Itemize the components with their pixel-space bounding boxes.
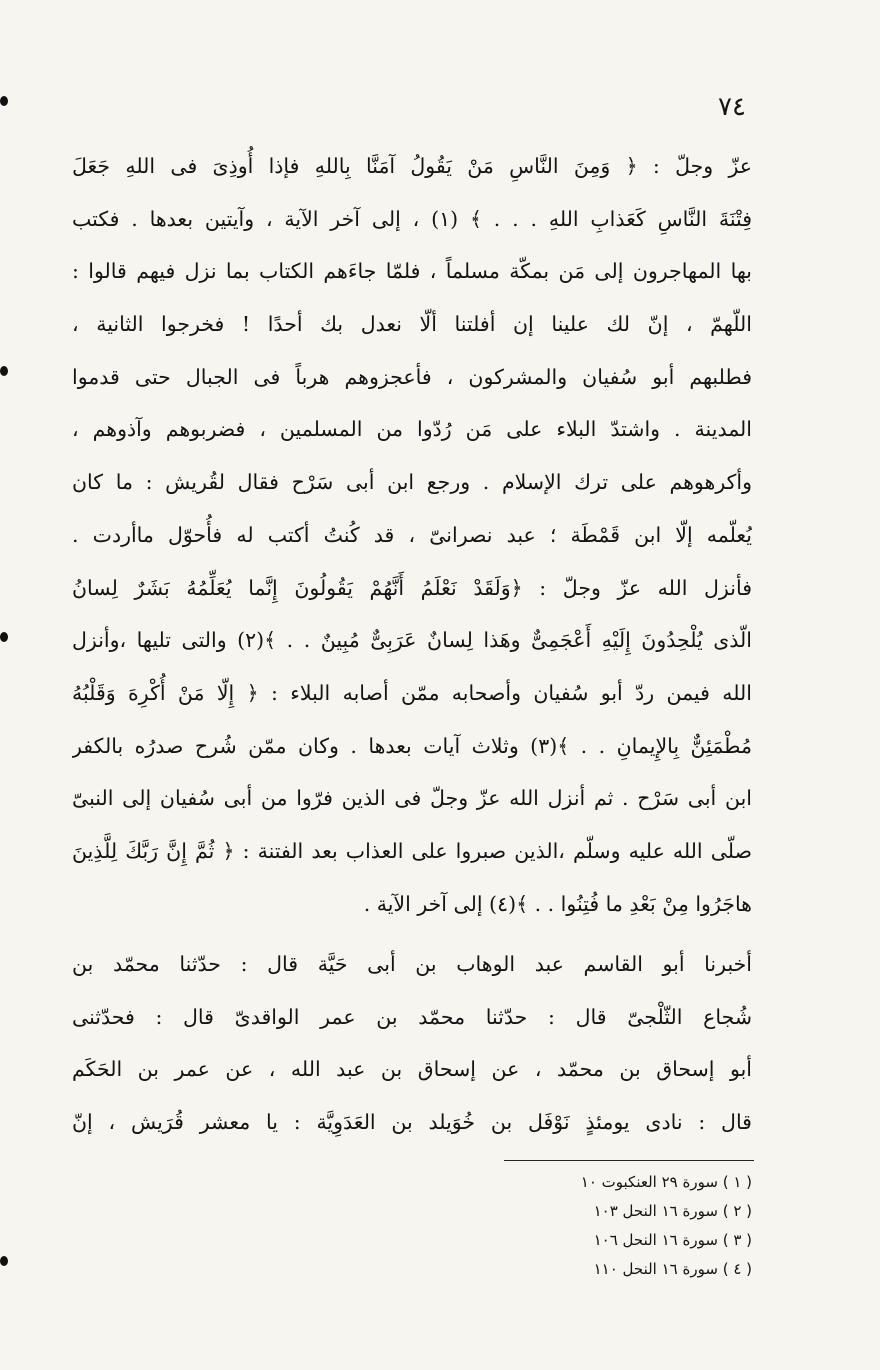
text-line: ابن أبى سَرْح . ثم أنزل الله عزّ وجلّ فى الذين فرّوا من أبى سُفيان إلى النبىّ — [72, 786, 752, 811]
text-line: بها المهاجرون إلى مَن بمكّة مسلماً ، فلمّا جاءَهم الكتاب بما نزل فيهم قالوا : — [72, 259, 752, 284]
text-line: أخبرنا أبو القاسم عبد الوهاب بن أبى حَيَّة قال : حدّثنا محمّد بن — [72, 952, 752, 976]
text-line: مُطْمَئِنٌّ بِالإِيمانِ . . ﴾(٣) وثلاث آيات بعدها . وكان ممّن شُرح صدرُه بالكفر — [72, 733, 752, 758]
text-line: فأنزل الله عزّ وجلّ : ﴿وَلَقَدْ نَعْلَمُ أَنَّهُمْ يَقُولُونَ إِنَّما يُعَلِّمُهُ بَشَرٌ لِسانُ — [72, 575, 752, 600]
text-line: هاجَرُوا مِنْ بَعْدِ ما فُتِنُوا . . ﴾(٤) إلى آخر الآية . — [363, 891, 752, 916]
text-line: أبو إسحاق بن محمّد ، عن إسحاق بن عبد الله ، عن عمر بن الحَكَم — [72, 1057, 752, 1082]
text-line: قال : نادى يومئذٍ نَوْفَل بن خُوَيلد بن العَدَوِيَّة : يا معشر قُرَيش ، إنّ — [72, 1110, 752, 1135]
main-text-block — [72, 140, 752, 930]
text-line: عزّ وجلّ : ﴿ وَمِنَ النَّاسِ مَنْ يَقُولُ آمَنَّا بِاللهِ فإذا أُوذِىَ فى اللهِ جَعَلَ — [72, 154, 752, 178]
footnote: ( ٢ ) سورة ١٦ النحل ١٠٣ — [593, 1202, 752, 1220]
margin-mark — [0, 96, 8, 106]
footnote: ( ٤ ) سورة ١٦ النحل ١١٠ — [593, 1260, 752, 1278]
footnote: ( ١ ) سورة ٢٩ العنكبوت ١٠ — [580, 1173, 752, 1191]
text-line: المدينة . واشتدّ البلاء على مَن رُدّوا من المسلمين ، فضربوهم وآذوهم ، — [72, 417, 752, 442]
page-number: ٧٤ — [718, 92, 746, 122]
text-line: صلّى الله عليه وسلّم ،الذين صبروا على العذاب بعد الفتنة : ﴿ ثُمَّ إِنَّ رَبَّكَ لِلَّذِينَ — [72, 838, 752, 863]
text-line: وأكرهوهم على ترك الإسلام . ورجع ابن أبى سَرْح فقال لقُريش : ما كان — [72, 470, 752, 495]
text-line: فطلبهم أبو سُفيان والمشركون ، فأعجزوهم هرباً فى الجبال حتى قدموا — [72, 364, 752, 389]
text-line: الله فيمن ردّ أبو سُفيان وأصحابه ممّن أصابه البلاء : ﴿ إِلّا مَنْ أُكْرِهَ وَقَلْبُهُ — [72, 680, 752, 705]
margin-mark — [0, 1256, 8, 1266]
second-text-block — [72, 938, 752, 1149]
footnote-divider — [504, 1160, 754, 1161]
text-line: فِتْنَةَ النَّاسِ كَعَذابِ اللهِ . . . ﴾ (١) ، إلى آخر الآية ، وآيتين بعدها . فكتب — [72, 206, 752, 231]
text-line: اللّهمّ ، إنّ لك علينا إن أفلتنا ألّا نعدل بك أحدًا ! فخرجوا الثانية ، — [72, 312, 752, 337]
margin-mark — [0, 366, 8, 376]
text-line: الّذى يُلْحِدُونَ إِلَيْهِ أَعْجَمِىٌّ وهَذا لِسانٌ عَرَبِىٌّ مُبِينٌ . . ﴾(٢) والتى تليها ،وأنزل — [72, 628, 752, 653]
footnote: ( ٣ ) سورة ١٦ النحل ١٠٦ — [593, 1231, 752, 1249]
footnotes — [492, 1168, 752, 1284]
text-line: يُعلّمه إلّا ابن قَمْطَة ؛ عبد نصرانىّ ، قد كُنتُ أكتب له فأُحوّل ماأردت . — [72, 522, 752, 547]
margin-mark — [0, 632, 8, 642]
text-line: شُجاع الثّلْجىّ قال : حدّثنا محمّد بن عمر الواقدىّ قال : فحدّثنى — [72, 1004, 752, 1029]
